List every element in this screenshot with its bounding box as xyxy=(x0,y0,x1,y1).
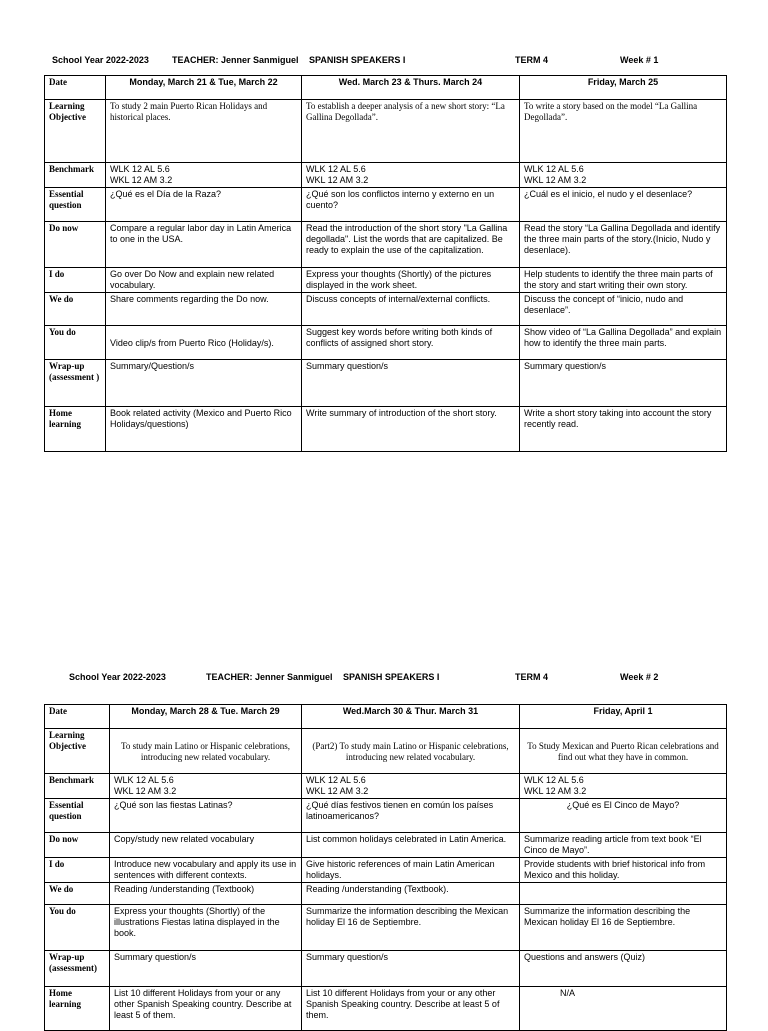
cell: ¿Cuál es el inicio, el nudo y el desenlace? xyxy=(520,188,727,222)
week1-lesson-table xyxy=(44,75,727,452)
teacher-name: TEACHER: Jenner Sanmiguel xyxy=(206,672,333,682)
row-label: Benchmark xyxy=(45,163,106,188)
table-row-do-now xyxy=(45,222,727,268)
column-header-day3: Friday, March 25 xyxy=(520,76,727,100)
table-row-essential-question xyxy=(45,188,727,222)
row-label: Home learning xyxy=(45,987,110,1031)
cell: Read the introduction of the short story "La Gallina degollada". List the words that are capitalized. Be ready to explain the use of the capitalization. xyxy=(302,222,520,268)
cell: WLK 12 AL 5.6 WKL 12 AM 3.2 xyxy=(302,163,520,188)
row-label: You do xyxy=(45,326,106,360)
column-header-day1: Monday, March 21 & Tue, March 22 xyxy=(106,76,302,100)
week2-lesson-table xyxy=(44,704,727,1031)
table-row-benchmark xyxy=(45,163,727,188)
cell: Express your thoughts (Shortly) of the pictures displayed in the work sheet. xyxy=(302,268,520,293)
column-header-day1: Monday, March 28 & Tue. March 29 xyxy=(110,705,302,729)
cell: Summarize the information describing the Mexican holiday El 16 de Septiembre. xyxy=(302,905,520,951)
course-name: SPANISH SPEAKERS I xyxy=(343,672,440,682)
cell: Book related activity (Mexico and Puerto Rico Holidays/questions) xyxy=(106,407,302,452)
week-number: Week # 2 xyxy=(620,672,659,682)
cell: Discuss the concept of “inicio, nudo and desenlace”. xyxy=(520,293,727,326)
row-label: I do xyxy=(45,858,110,883)
table-row-i-do xyxy=(45,268,727,293)
cell: ¿Qué son las fiestas Latinas? xyxy=(110,799,302,833)
cell: Summary question/s xyxy=(302,951,520,987)
table-row-you-do xyxy=(45,326,727,360)
cell: Reading /understanding (Textbook) xyxy=(110,883,302,905)
cell: Read the story “La Gallina Degollada and identify the three main parts of the story.(Inicio, Nudo y desenlace). xyxy=(520,222,727,268)
cell: Summary question/s xyxy=(110,951,302,987)
week-number: Week # 1 xyxy=(620,55,659,65)
cell: Go over Do Now and explain new related vocabulary. xyxy=(106,268,302,293)
cell: WLK 12 AL 5.6 WKL 12 AM 3.2 xyxy=(520,163,727,188)
cell: Help students to identify the three main parts of the story and start writing their own story. xyxy=(520,268,727,293)
cell: ¿Qué días festivos tienen en común los países latinoamericanos? xyxy=(302,799,520,833)
table-row-home-learning xyxy=(45,407,727,452)
table-row-i-do xyxy=(45,858,727,883)
cell: Summary/Question/s xyxy=(106,360,302,407)
row-label: Wrap-up (assessment ) xyxy=(45,360,106,407)
cell xyxy=(520,883,727,905)
column-header-date: Date xyxy=(45,705,110,729)
cell: Summary question/s xyxy=(520,360,727,407)
table-row-learning-objective xyxy=(45,729,727,774)
row-label: Home learning xyxy=(45,407,106,452)
cell: ¿Qué son los conflictos interno y externo en un cuento? xyxy=(302,188,520,222)
cell: WLK 12 AL 5.6 WKL 12 AM 3.2 xyxy=(302,774,520,799)
cell: WLK 12 AL 5.6 WKL 12 AM 3.2 xyxy=(106,163,302,188)
cell: ¿Qué es el Día de la Raza? xyxy=(106,188,302,222)
cell: Give historic references of main Latin American holidays. xyxy=(302,858,520,883)
table-row-essential-question xyxy=(45,799,727,833)
table-row-benchmark xyxy=(45,774,727,799)
cell: Express your thoughts (Shortly) of the illustrations Fiestas latina displayed in the book. xyxy=(110,905,302,951)
school-year: School Year 2022-2023 xyxy=(52,55,149,65)
row-label: Essential question xyxy=(45,799,110,833)
table-header-row xyxy=(45,705,727,729)
row-label: Do now xyxy=(45,222,106,268)
cell: N/A xyxy=(520,987,727,1031)
course-name: SPANISH SPEAKERS I xyxy=(309,55,406,65)
row-label: Benchmark xyxy=(45,774,110,799)
cell: Compare a regular labor day in Latin America to one in the USA. xyxy=(106,222,302,268)
row-label: I do xyxy=(45,268,106,293)
cell: To Study Mexican and Puerto Rican celebrations and find out what they have in common. xyxy=(520,729,727,774)
cell: WLK 12 AL 5.6 WKL 12 AM 3.2 xyxy=(520,774,727,799)
cell: Summarize the information describing the Mexican holiday El 16 de Septiembre. xyxy=(520,905,727,951)
cell: Introduce new vocabulary and apply its use in sentences with different contexts. xyxy=(110,858,302,883)
cell: Show video of “La Gallina Degollada” and explain how to identify the three main parts. xyxy=(520,326,727,360)
column-header-day3: Friday, April 1 xyxy=(520,705,727,729)
table-row-wrap-up xyxy=(45,360,727,407)
teacher-name: TEACHER: Jenner Sanmiguel xyxy=(172,55,299,65)
cell: List 10 different Holidays from your or any other Spanish Speaking country. Describe at least 5 of them. xyxy=(302,987,520,1031)
cell: Write a short story taking into account the story recently read. xyxy=(520,407,727,452)
school-year: School Year 2022-2023 xyxy=(69,672,166,682)
table-row-we-do xyxy=(45,883,727,905)
row-label: Learning Objective xyxy=(45,729,110,774)
column-header-date: Date xyxy=(45,76,106,100)
cell: To study 2 main Puerto Rican Holidays and historical places. xyxy=(106,100,302,163)
cell: List common holidays celebrated in Latin America. xyxy=(302,833,520,858)
cell: Discuss concepts of internal/external conflicts. xyxy=(302,293,520,326)
cell: List 10 different Holidays from your or any other Spanish Speaking country. Describe at least 5 of them. xyxy=(110,987,302,1031)
term: TERM 4 xyxy=(515,672,549,682)
table-header-row xyxy=(45,76,727,100)
cell: Reading /understanding (Textbook). xyxy=(302,883,520,905)
cell: Provide students with brief historical info from Mexico and this holiday. xyxy=(520,858,727,883)
term: TERM 4 xyxy=(515,55,549,65)
cell: Summary question/s xyxy=(302,360,520,407)
row-label: Wrap-up (assessment) xyxy=(45,951,110,987)
table-row-learning-objective xyxy=(45,100,727,163)
cell: Share comments regarding the Do now. xyxy=(106,293,302,326)
cell: To study main Latino or Hispanic celebrations, introducing new related vocabulary. xyxy=(110,729,302,774)
table-row-wrap-up xyxy=(45,951,727,987)
cell: To write a story based on the model “La Gallina Degollada”. xyxy=(520,100,727,163)
row-label: Do now xyxy=(45,833,110,858)
cell: ¿Qué es El Cinco de Mayo? xyxy=(520,799,727,833)
table-row-you-do xyxy=(45,905,727,951)
cell: Write summary of introduction of the short story. xyxy=(302,407,520,452)
cell: Summarize reading article from text book “El Cinco de Mayo”. xyxy=(520,833,727,858)
column-header-day2: Wed. March 23 & Thurs. March 24 xyxy=(302,76,520,100)
row-label: You do xyxy=(45,905,110,951)
cell: Questions and answers (Quiz) xyxy=(520,951,727,987)
row-label: We do xyxy=(45,293,106,326)
table-row-do-now xyxy=(45,833,727,858)
cell: Suggest key words before writing both kinds of conflicts of assigned short story. xyxy=(302,326,520,360)
cell: To establish a deeper analysis of a new short story: “La Gallina Degollada”. xyxy=(302,100,520,163)
cell: Copy/study new related vocabulary xyxy=(110,833,302,858)
cell: (Part2) To study main Latino or Hispanic celebrations, introducing new related vocabulary. xyxy=(302,729,520,774)
cell: Video clip/s from Puerto Rico (Holiday/s). xyxy=(106,326,302,360)
cell: WLK 12 AL 5.6 WKL 12 AM 3.2 xyxy=(110,774,302,799)
column-header-day2: Wed.March 30 & Thur. March 31 xyxy=(302,705,520,729)
table-row-we-do xyxy=(45,293,727,326)
row-label: Learning Objective xyxy=(45,100,106,163)
row-label: Essential question xyxy=(45,188,106,222)
row-label: We do xyxy=(45,883,110,905)
